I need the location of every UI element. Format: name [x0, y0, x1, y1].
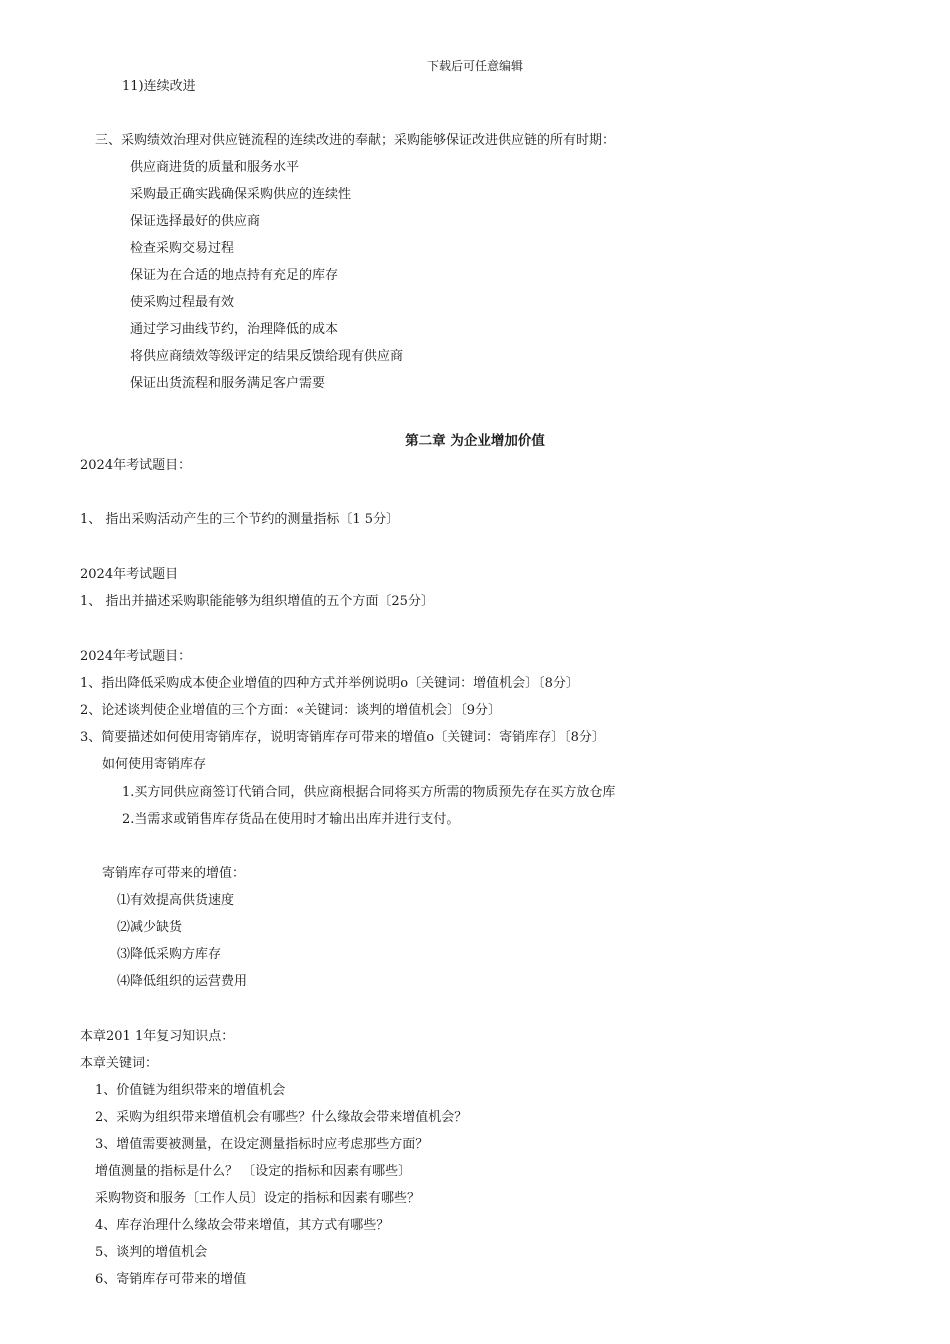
text-line: 供应商进货的质量和服务水平 [130, 160, 300, 175]
text-line: ⑶降低采购方库存 [117, 947, 222, 962]
text-line: 5、谈判的增值机会 [95, 1245, 208, 1260]
text-line: 保证选择最好的供应商 [130, 214, 261, 229]
text-line: 保证为在合适的地点持有充足的库存 [130, 268, 339, 283]
page-header: 下载后可任意编辑 [426, 59, 523, 73]
text-line: 1、 指出采购活动产生的三个节约的测量指标〔1 5分〕 [80, 512, 400, 527]
text-line: 寄销库存可带来的增值： [102, 866, 246, 881]
text-line: 1、 指出并描述采购职能能够为组织增值的五个方面〔25分〕 [80, 594, 434, 609]
text-line: ⑵减少缺货 [117, 920, 183, 935]
text-line: 三、采购绩效治理对供应链流程的连续改进的奉献；采购能够保证改进供应链的所有时期： [95, 133, 616, 148]
text-line: 使采购过程最有效 [130, 295, 235, 310]
text-line: 如何使用寄销库存 [102, 757, 207, 772]
text-line: 3、简要描述如何使用寄销库存，说明寄销库存可带来的增值o〔关键词：寄销库存〕〔8分〕 [80, 730, 605, 745]
text-line: 采购物资和服务〔工作人员〕设定的指标和因素有哪些？ [95, 1191, 421, 1206]
text-line: 2、采购为组织带来增值机会有哪些？什么缘故会带来增值机会？ [95, 1110, 468, 1125]
text-line: 本章201 1年复习知识点： [80, 1029, 235, 1044]
text-line: ⑷降低组织的运营费用 [117, 974, 248, 989]
text-line: 2024年考试题目 [80, 567, 179, 582]
text-line: 检查采购交易过程 [130, 241, 235, 256]
text-line: 11)连续改进 [122, 79, 196, 94]
text-line: 1.买方同供应商签订代销合同，供应商根据合同将买方所需的物质预先存在买方放仓库 [122, 785, 616, 800]
text-line: 本章关键词： [80, 1056, 159, 1071]
text-line: 2024年考试题目： [80, 649, 192, 664]
text-line: 保证出货流程和服务满足客户需要 [130, 376, 326, 391]
chapter-title: 第二章 为企业增加价值 [405, 433, 545, 449]
text-line: 增值测量的指标是什么？ 〔设定的指标和因素有哪些〕 [95, 1164, 412, 1179]
text-line: 将供应商绩效等级评定的结果反馈给现有供应商 [130, 349, 404, 364]
text-line: 2、论述谈判使企业增值的三个方面：«关键词：谈判的增值机会〕〔9分〕 [80, 703, 501, 718]
text-line: 2024年考试题目： [80, 458, 192, 473]
text-line: 3、增值需要被测量，在设定测量指标时应考虑那些方面？ [95, 1137, 429, 1152]
text-line: 通过学习曲线节约，治理降低的成本 [130, 322, 339, 337]
text-line: 采购最正确实践确保采购供应的连续性 [130, 187, 352, 202]
text-line: 1、指出降低采购成本使企业增值的四种方式并举例说明o〔关键词：增值机会〕〔8分〕 [80, 676, 579, 691]
text-line: 1、价值链为组织带来的增值机会 [95, 1083, 286, 1098]
text-line: 2.当需求或销售库存货品在使用时才输出出库并进行支付。 [122, 812, 460, 827]
text-line: 6、寄销库存可带来的增值 [95, 1272, 247, 1287]
text-line: ⑴有效提高供货速度 [117, 893, 235, 908]
text-line: 4、库存治理什么缘故会带来增值，其方式有哪些？ [95, 1218, 390, 1233]
